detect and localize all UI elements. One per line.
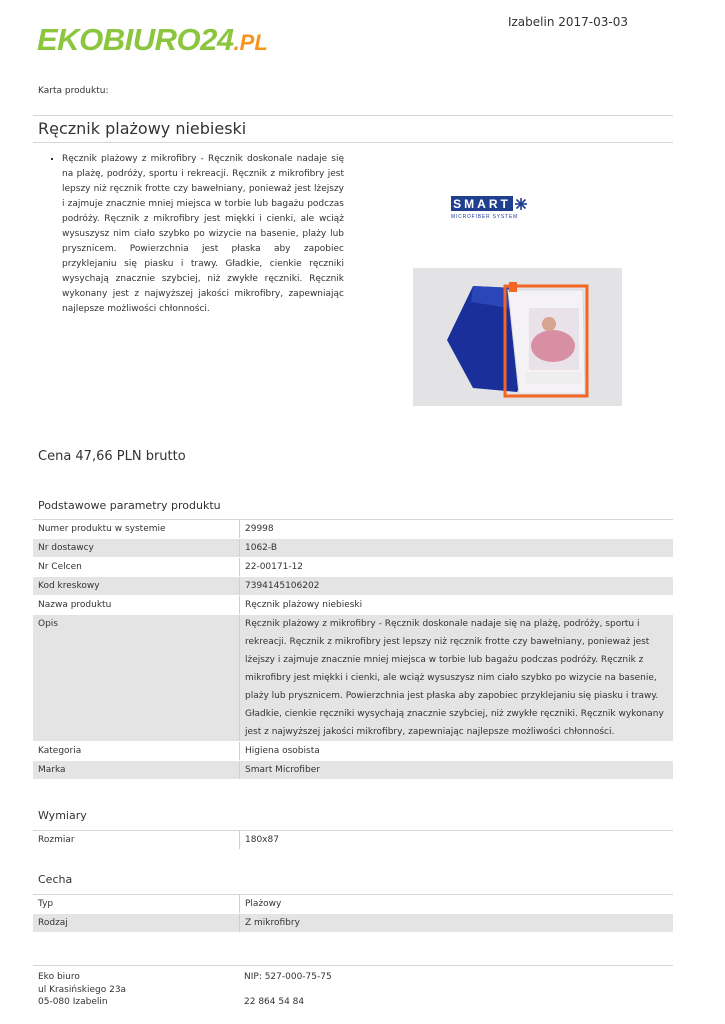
brand-logo-name: SMART [453,197,511,211]
section-title-basic: Podstawowe parametry produktu [38,499,221,512]
param-label: Marka [33,761,240,780]
param-value: Ręcznik plażowy niebieski [240,596,674,615]
param-label: Rozmiar [33,831,240,850]
param-label: Nr Celcen [33,558,240,577]
divider [33,142,673,143]
table-row [33,577,673,596]
param-label: Nazwa produktu [33,596,240,615]
table-row [33,558,673,577]
section-title-dimensions: Wymiary [38,809,87,822]
table-row [33,615,673,742]
logo-text-pl: .PL [233,30,268,55]
product-image [413,268,622,406]
product-description-list [50,152,344,317]
param-value: 29998 [240,520,674,539]
param-value: 22-00171-12 [240,558,674,577]
param-value: Smart Microfiber [240,761,674,780]
param-label: Rodzaj [33,914,240,933]
footer-address [38,971,126,1009]
param-label: Nr dostawcy [33,539,240,558]
table-row [33,914,673,933]
param-value: Ręcznik plażowy z mikrofibry - Ręcznik doskonale nadaje się na plażę, podróży, sportu i rekreacji. Ręcznik z mikrofibry jest lepszy niż ręcznik frotte czy bawełniany, ponieważ jest lżejszy i zajmuje znacznie mniej miejsca w torbie lub bagażu podczas podróży. Ręcznik z mikrofibry jest miękki i cienki, ale wciąż wysuszysz nim ciało szybko po wizycie na basenie, plaży lub prysznicem. Powierzchnia jest płaska aby zapobiec przyklejaniu się piasku i trawy. Gładkie, cienkie ręczniki wysychają znacznie szybciej, niż zwykłe ręczniki. Ręcznik wykonany jest z najwyższej jakości mikrofibry, zapewniając najlepsze możliwości chłonności. [240,615,674,742]
company-logo[interactable] [37,14,268,58]
param-label: Kod kreskowy [33,577,240,596]
footer-divider [33,965,673,966]
footer-street: ul Krasińskiego 23a [38,984,127,995]
table-row [33,895,673,914]
footer-company: Eko biuro [38,972,80,982]
param-value: Z mikrofibry [240,914,674,933]
param-label: Typ [33,895,240,914]
param-value: 180x87 [240,831,674,850]
table-row [33,539,673,558]
table-row [33,831,673,850]
param-label: Kategoria [33,742,240,761]
divider [33,115,673,116]
basic-params-table [33,520,673,780]
param-value: Higiena osobista [240,742,674,761]
footer-nip: NIP: 527-000-75-75 [244,972,332,982]
table-row [33,520,673,539]
table-row [33,761,673,780]
brand-logo [451,196,529,220]
section-title-features: Cecha [38,873,73,886]
header-date: Izabelin 2017-03-03 [507,15,628,29]
product-title: Ręcznik plażowy niebieski [38,119,247,138]
param-label: Numer produktu w systemie [33,520,240,539]
param-value: Plażowy [240,895,674,914]
brand-logo-tagline: MICROFIBER SYSTEM [451,214,518,220]
footer-city: 05-080 Izabelin [38,997,108,1007]
card-label: Karta produktu: [38,86,109,96]
product-price: Cena 47,66 PLN brutto [38,449,186,464]
logo-text-eko: EKO [37,22,103,57]
param-value: 7394145106202 [240,577,674,596]
dimensions-table [33,831,673,850]
param-label: Opis [33,615,240,742]
footer-phone: 22 864 54 84 [244,997,305,1007]
table-row [33,596,673,615]
param-value: 1062-B [240,539,674,558]
table-row [33,742,673,761]
logo-text-biuro: BIURO24 [102,22,234,57]
footer-contact [244,971,332,1009]
product-description: ▪ Ręcznik plażowy z mikrofibry - Ręcznik doskonale nadaje się na plażę, podróży, sportu i rekreacji. Ręcznik z mikrofibry jest lepszy niż ręcznik frotte czy bawełniany, ponieważ jest lżejszy i zajmuje znacznie mniej miejsca w torbie lub bagażu podczas podróży. Ręcznik z mikrofibry jest miękki i cienki, ale wciąż wysuszysz nim ciało szybko po wizycie na basenie, plaży lub prysznicem. Powierzchnia jest płaska aby zapobiec przyklejaniu się piasku i trawy. Gładkie, cienkie ręczniki wysychają znacznie szybciej, niż zwykłe ręczniki. Ręcznik wykonany jest z najwyższej jakości mikrofibry, zapewniając najlepsze możliwości chłonności. [62,152,344,317]
features-table [33,895,673,933]
